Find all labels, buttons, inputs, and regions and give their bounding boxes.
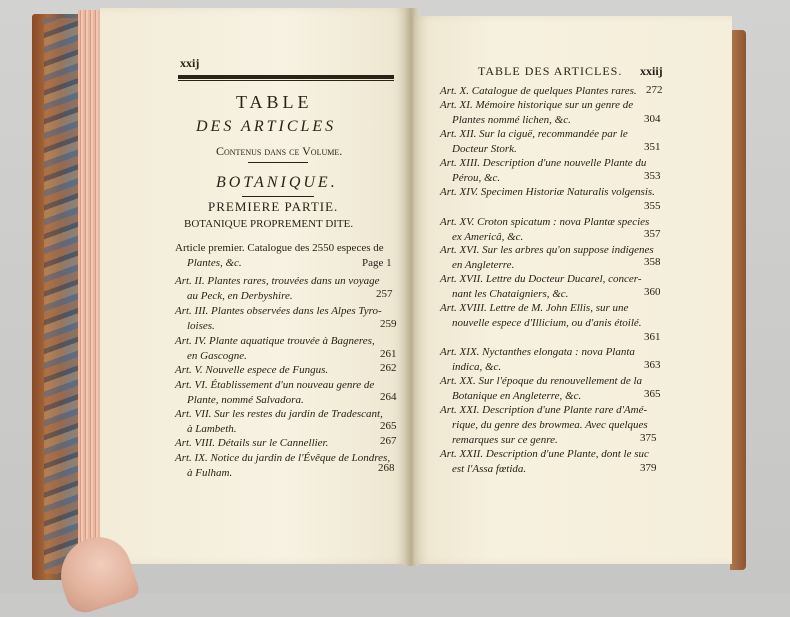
right-entry-12-page: 351: [644, 141, 661, 153]
right-entry-19-line1: Art. XIX. Nyctanthes elongata : nova Planta: [440, 346, 635, 358]
left-entry-1-line1: Article premier. Catalogue des 2550 especes de: [175, 242, 384, 254]
right-entry-22-line2: est l'Assa fœtida.: [452, 463, 527, 475]
left-entry-4-page: 261: [380, 348, 397, 360]
left-entry-7-page: 265: [380, 420, 397, 432]
right-entry-16-line1: Art. XVI. Sur les arbres qu'on suppose indigenes: [440, 244, 654, 256]
left-entry-1-line2: Plantes, &c.: [187, 257, 242, 269]
left-entry-6-line2: Plante, nommé Salvadora.: [187, 394, 304, 406]
right-entry-11-page: 304: [644, 113, 661, 125]
right-entry-19-page: 363: [644, 359, 661, 371]
left-entry-2-line2: au Peck, en Derbyshire.: [187, 290, 293, 302]
left-entry-4-line1: Art. IV. Plante aquatique trouvée à Bagneres,: [175, 335, 375, 347]
part-heading: PREMIERE PARTIE.: [208, 199, 339, 214]
right-entry-17-line2: nant les Chataigniers, &c.: [452, 288, 569, 300]
left-entry-7-line2: à Lambeth.: [187, 423, 237, 435]
book-cover-right: [730, 30, 746, 570]
left-entry-6-page: 264: [380, 391, 397, 403]
right-entry-21-page: 375: [640, 432, 657, 444]
right-entry-16-line2: en Angleterre.: [452, 259, 515, 271]
right-entry-13-page: 353: [644, 170, 661, 182]
right-entry-19-line2: indica, &c.: [452, 361, 502, 373]
right-entry-12-line2: Docteur Stork.: [452, 143, 517, 155]
section-rule: [242, 196, 314, 197]
right-entry-20-line1: Art. XX. Sur l'époque du renouvellement de la: [440, 375, 643, 387]
right-entry-14-line1: Art. XIV. Specimen Historiæ Naturalis volgensis.: [440, 186, 655, 198]
head-rule-thin: [178, 80, 394, 81]
right-entry-15-line1: Art. XV. Croton spicatum : nova Plantæ species: [440, 216, 650, 228]
right-entry-17-line1: Art. XVII. Lettre du Docteur Ducarel, concer-: [440, 273, 642, 285]
right-entry-12-line1: Art. XII. Sur la ciguë, recommandée par le: [440, 128, 628, 140]
left-entry-8-line1: Art. VIII. Détails sur le Cannellier.: [175, 437, 329, 449]
right-entry-17-page: 360: [644, 286, 661, 298]
right-entry-15-page: 357: [644, 228, 661, 240]
right-entry-21-line1: Art. XXI. Description d'une Plante rare d'Amé-: [440, 404, 648, 416]
ornament-rule: [248, 162, 308, 163]
right-entry-21-line3: remarques sur ce genre.: [452, 434, 558, 446]
right-entry-20-line2: Botanique en Angleterre, &c.: [452, 390, 582, 402]
title-des-articles: DES ARTICLES: [196, 118, 337, 135]
head-rule-thick: [178, 75, 394, 79]
right-folio: xxiij: [640, 64, 663, 78]
right-entry-18-page: 361: [644, 331, 661, 343]
left-entry-6-line1: Art. VI. Établissement d'un nouveau genre de: [175, 379, 375, 391]
left-entry-2-page: 257: [376, 288, 393, 300]
right-entry-13-line1: Art. XIII. Description d'une nouvelle Plante du: [440, 157, 647, 169]
left-entry-8-page: 267: [380, 435, 397, 447]
right-entry-11-line2: Plantes nommé lichen, &c.: [452, 114, 571, 126]
title-table: TABLE: [236, 92, 313, 112]
left-entry-5-page: 262: [380, 362, 397, 374]
right-entry-10-page: 272: [646, 84, 663, 96]
right-entry-21-line2: rique, du genre des browmea. Avec quelques: [452, 419, 648, 431]
right-entry-11-line1: Art. XI. Mémoire historique sur un genre de: [440, 99, 634, 111]
right-entry-18-line2: nouvelle espece d'Illicium, ou d'anis étoilé.: [452, 317, 642, 329]
marbled-endpaper: [44, 18, 80, 574]
right-entry-20-page: 365: [644, 388, 661, 400]
right-entry-16-page: 358: [644, 256, 661, 268]
right-entry-15-line2: ex Americâ, &c.: [452, 231, 524, 243]
left-entry-3-line1: Art. III. Plantes observées dans les Alpes Tyro-: [175, 305, 382, 317]
right-entry-22-page: 379: [640, 462, 657, 474]
left-entry-9-line1: Art. IX. Notice du jardin de l'Évêque de Londres,: [175, 452, 391, 464]
right-entry-14-page: 355: [644, 200, 661, 212]
part-subheading: BOTANIQUE PROPREMENT DITE.: [184, 218, 354, 230]
left-entry-4-line2: en Gascogne.: [187, 350, 247, 362]
left-entry-2-line1: Art. II. Plantes rares, trouvées dans un voyage: [175, 275, 380, 287]
left-entry-9-line2: à Fulham.: [187, 467, 233, 479]
right-entry-22-line1: Art. XXII. Description d'une Plante, dont le suc: [440, 448, 649, 460]
right-entry-18-line1: Art. XVIII. Lettre de M. John Ellis, sur une: [440, 302, 629, 314]
right-running-head: TABLE DES ARTICLES.: [478, 64, 623, 78]
section-botanique: BOTANIQUE.: [216, 174, 338, 191]
left-running-head: xxij: [180, 56, 200, 70]
left-entry-9-page: 268: [378, 462, 395, 474]
left-entry-7-line1: Art. VII. Sur les restes du jardin de Tradescant,: [175, 408, 383, 420]
left-entry-1-page: Page 1: [362, 257, 392, 269]
title-subtitle: Contenus dans ce Volume.: [216, 144, 343, 158]
right-entry-10-line1: Art. X. Catalogue de quelques Plantes rares.: [440, 85, 637, 97]
left-entry-3-line2: loises.: [187, 320, 215, 332]
left-entry-5-line1: Art. V. Nouvelle espece de Fungus.: [175, 364, 329, 376]
right-entry-13-line2: Pérou, &c.: [452, 172, 501, 184]
left-entry-3-page: 259: [380, 318, 397, 330]
